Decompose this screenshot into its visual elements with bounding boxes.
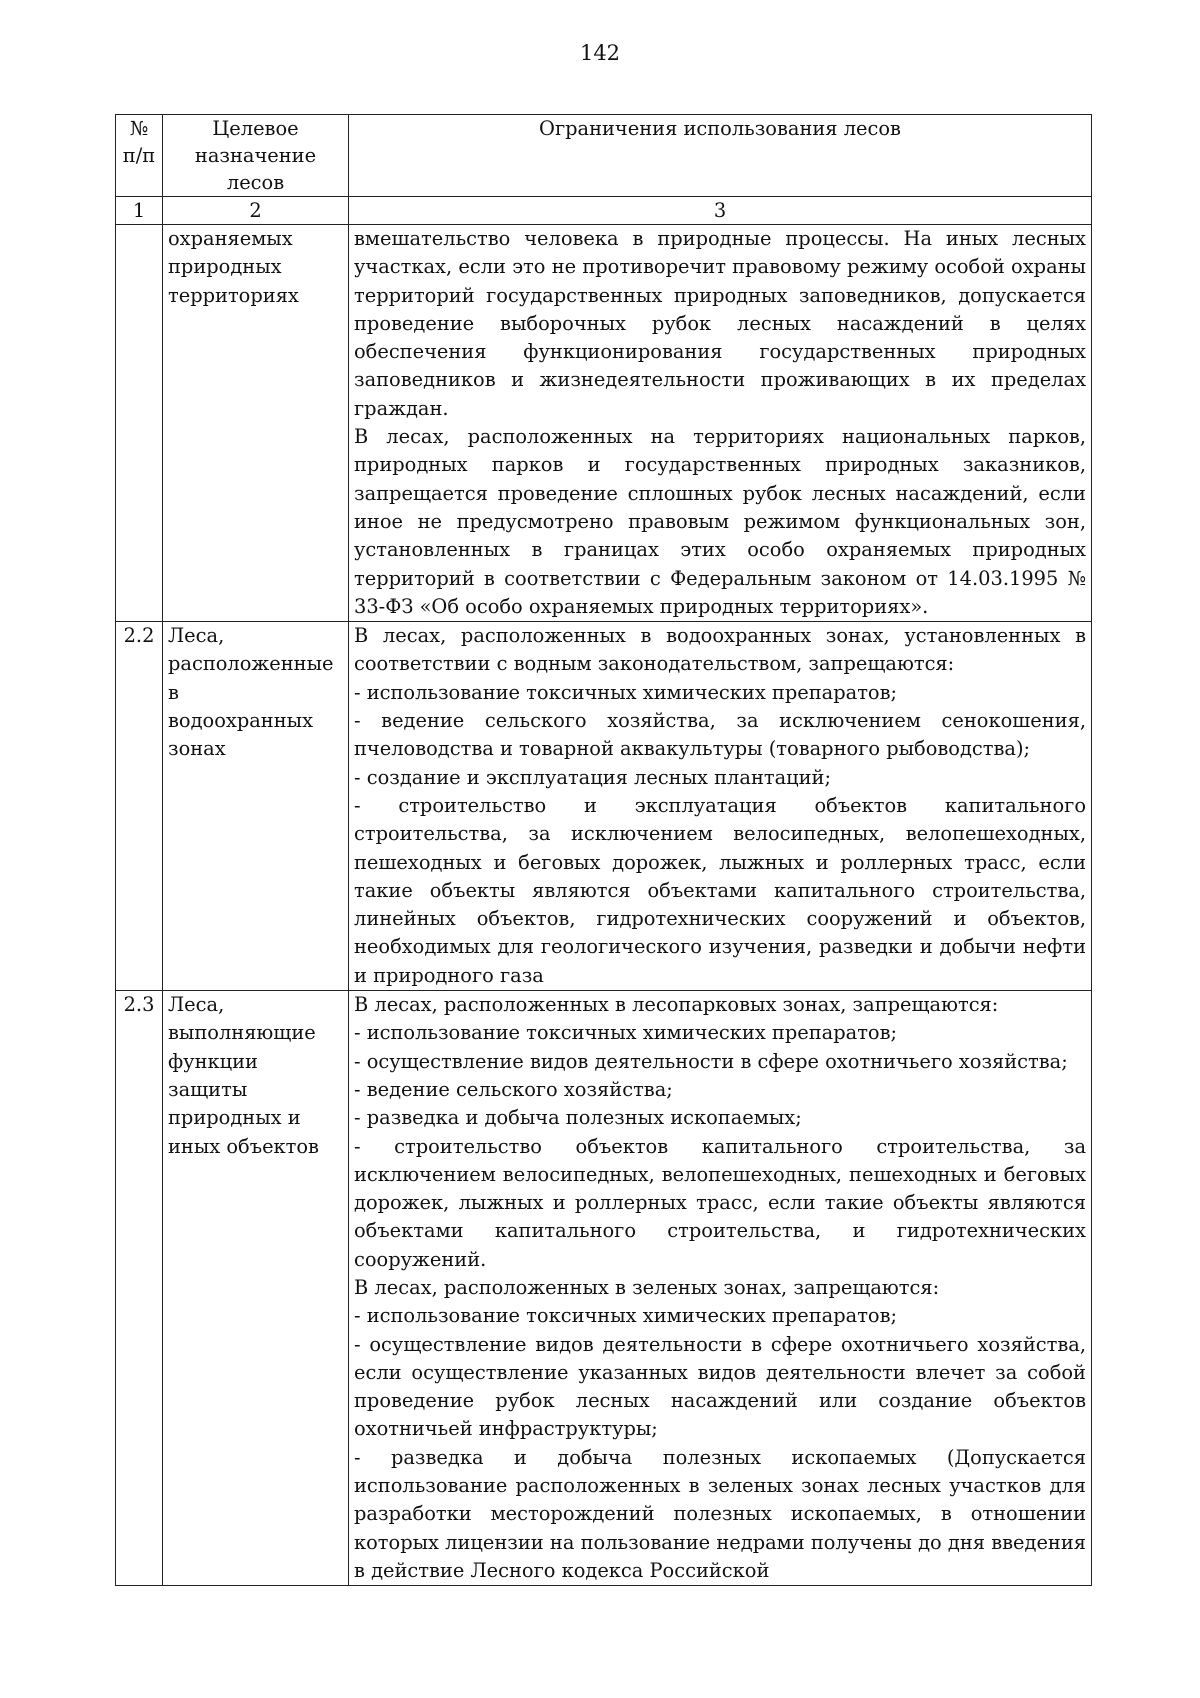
header-restrictions: Ограничения использования лесов	[349, 115, 1092, 197]
header-number-line1: №	[129, 117, 149, 140]
row-number: 2.3	[116, 991, 163, 1586]
purpose-line: охраняемых	[168, 227, 293, 250]
restriction-paragraph: - строительство объектов капитального строительства, за исключением велосипедных, велопешеходных, пешеходных и беговых дорожек, лыжных и роллерных трасс, если такие объекты являются объектами капитального строительства, и гидротехнических сооружений.	[354, 1134, 1086, 1271]
restriction-paragraph: - разведка и добыча полезных ископаемых (Допускается использование расположенных в зеленых зонах лесных участков для разработки месторождений полезных ископаемых, в отношении которых лицензии на пользование недрами получены до дня введения в действие Лесного кодекса Российской	[354, 1445, 1086, 1582]
column-numbers-row	[116, 197, 1092, 225]
header-purpose-line1: Целевое	[212, 117, 299, 140]
table-row	[116, 622, 1092, 991]
header-purpose	[163, 115, 349, 197]
restriction-paragraph: - осуществление видов деятельности в сфере охотничьего хозяйства, если осуществление указанных видов деятельности влечет за собой проведение рубок лесных насаждений или создание объектов охотничьей инфраструктуры;	[354, 1332, 1086, 1441]
row-restrictions	[349, 622, 1092, 991]
row-number	[116, 225, 163, 622]
row-purpose	[163, 225, 349, 622]
restriction-paragraph: - использование токсичных химических препаратов;	[354, 1021, 898, 1045]
table-body	[116, 225, 1092, 1586]
purpose-line: Леса,	[168, 624, 225, 648]
purpose-line: выполняющие	[168, 1021, 316, 1045]
purpose-line: функции защиты	[168, 1049, 258, 1101]
row-restrictions	[349, 225, 1092, 622]
restriction-paragraph: В лесах, расположенных на территориях национальных парков, природных парков и государственных природных заказников, запрещается проведение сплошных рубок лесных насаждений, если иное не предусмотрено правовым режимом функциональных зон, установленных в границах этих особо охраняемых природных территорий в соответствии с Федеральным законом от 14.03.1995 № 33-ФЗ «Об особо охраняемых природных территориях».	[354, 425, 1086, 618]
restriction-paragraph: - использование токсичных химических препаратов;	[354, 680, 898, 704]
purpose-line: расположенные в	[168, 652, 334, 704]
table-row	[116, 225, 1092, 622]
restriction-paragraph: В лесах, расположенных в лесопарковых зонах, запрещаются:	[354, 993, 999, 1017]
restriction-paragraph: - ведение сельского хозяйства;	[354, 1077, 673, 1101]
restriction-paragraph: - строительство и эксплуатация объектов капитального строительства, за исключением велосипедных, велопешеходных, пешеходных и беговых дорожек, лыжных и роллерных трасс, если такие объекты являются объектами капитального строительства, линейных объектов, гидротехнических сооружений и объектов, необходимых для геологического изучения, разведки и добычи нефти и природного газа	[354, 793, 1086, 987]
restriction-paragraph: вмешательство человека в природные процессы. На иных лесных участках, если это не противоречит правовому режиму особой охраны территорий государственных природных заповедников, допускается проведение выборочных рубок лесных насаждений в целях обеспечения функционирования государственных природных заповедников и жизнедеятельности проживающих в их пределах граждан.	[354, 227, 1086, 420]
restriction-paragraph: В лесах, расположенных в зеленых зонах, запрещаются:	[354, 1275, 940, 1299]
purpose-line: водоохранных	[168, 709, 314, 733]
purpose-line: зонах	[168, 737, 226, 761]
page-number: 142	[579, 41, 621, 65]
header-number	[116, 115, 163, 197]
restriction-paragraph: - использование токсичных химических препаратов;	[354, 1304, 898, 1328]
table-row	[116, 991, 1092, 1586]
restriction-paragraph: - осуществление видов деятельности в сфере охотничьего хозяйства;	[354, 1049, 1068, 1073]
purpose-line: территориях	[168, 283, 299, 307]
row-purpose	[163, 622, 349, 991]
purpose-line: природных	[168, 255, 282, 279]
row-purpose	[163, 991, 349, 1586]
restriction-paragraph: - ведение сельского хозяйства, за исключением сенокошения, пчеловодства и товарной аквакультуры (товарного рыбоводства);	[354, 709, 1086, 761]
column-number: 3	[349, 197, 1092, 225]
restriction-paragraph: В лесах, расположенных в водоохранных зонах, установленных в соответствии с водным законодательством, запрещаются:	[354, 624, 1086, 676]
column-number: 2	[163, 197, 349, 225]
restriction-paragraph: - разведка и добыча полезных ископаемых;	[354, 1106, 802, 1130]
row-number: 2.2	[116, 622, 163, 991]
restriction-paragraph: - создание и эксплуатация лесных плантаций;	[354, 765, 832, 789]
header-number-line2: п/п	[122, 144, 156, 167]
restrictions-table	[115, 114, 1092, 1586]
table-header-row	[116, 115, 1092, 197]
purpose-line: иных объектов	[168, 1134, 319, 1158]
purpose-line: природных и	[168, 1106, 301, 1130]
row-restrictions	[349, 991, 1092, 1586]
header-purpose-line2: назначение лесов	[194, 144, 317, 194]
purpose-line: Леса,	[168, 993, 225, 1017]
column-number: 1	[116, 197, 163, 225]
